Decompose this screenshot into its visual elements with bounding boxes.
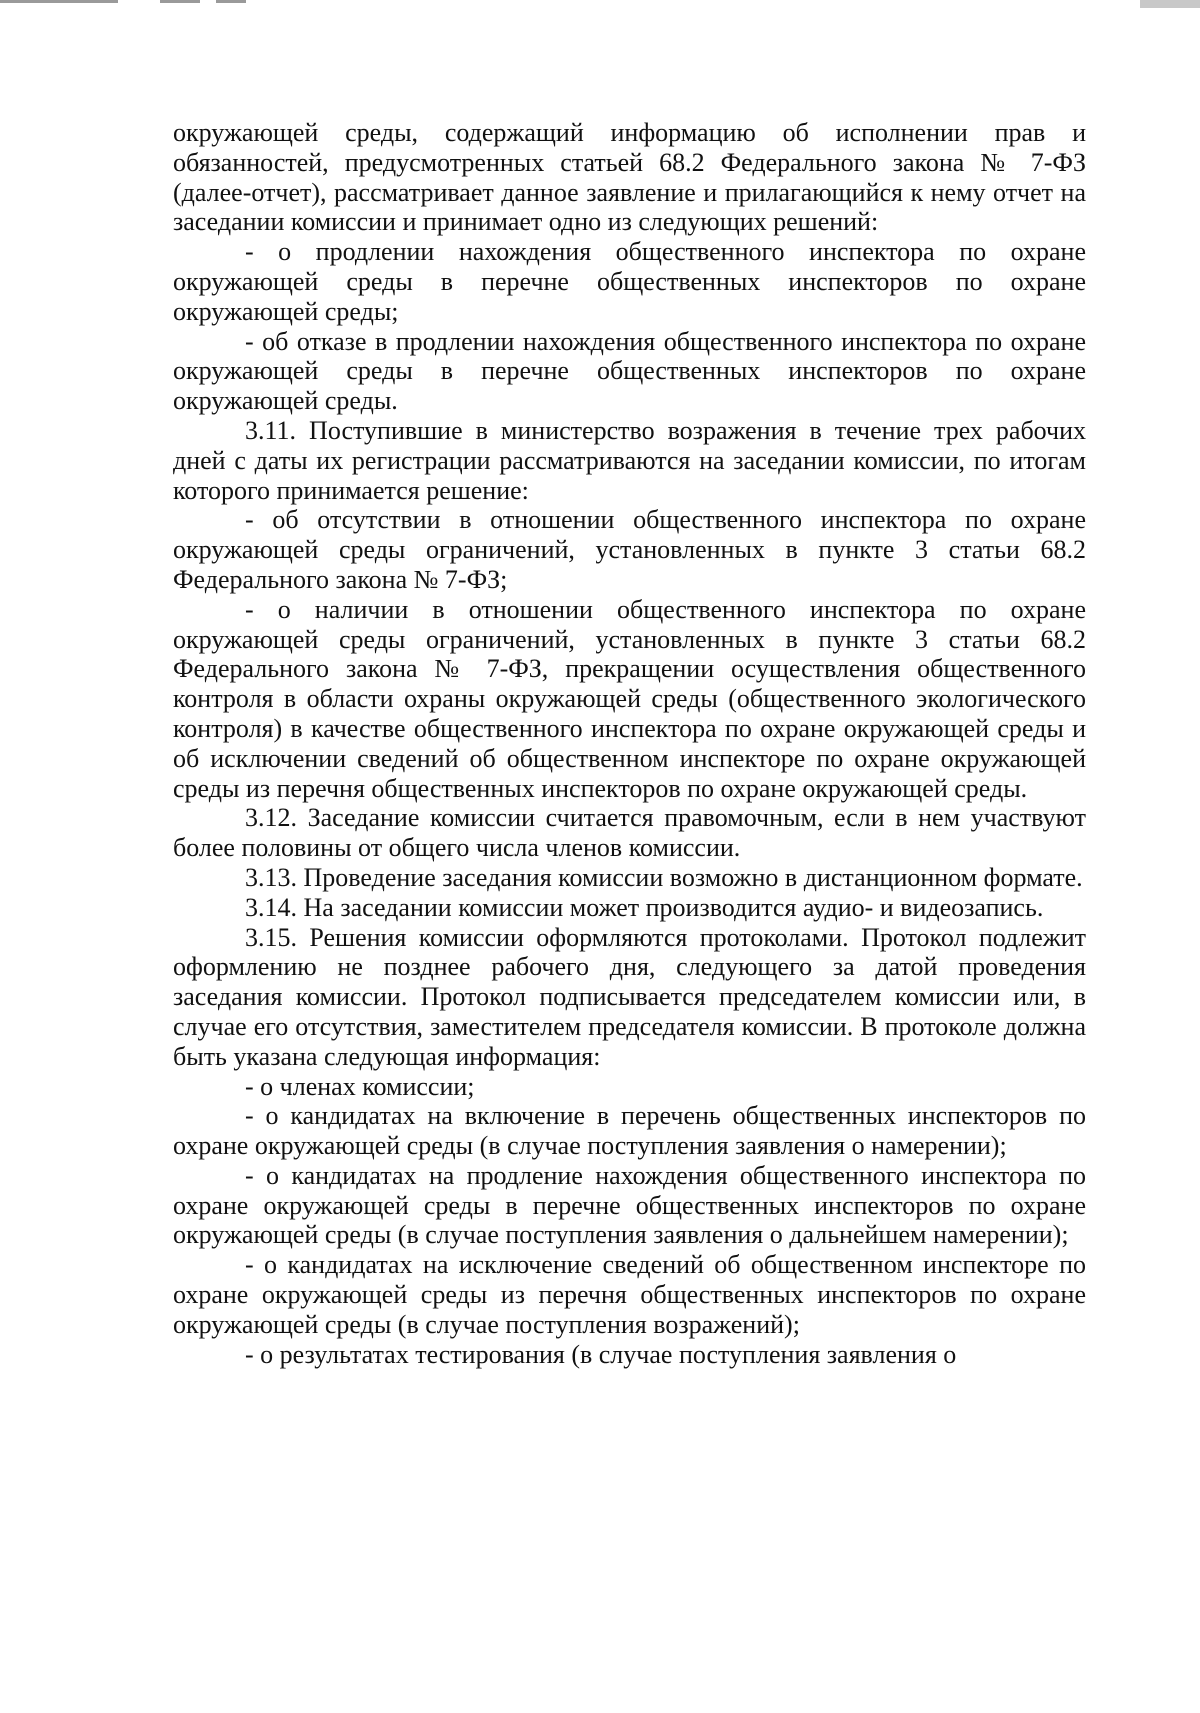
scan-edge-mark <box>160 0 200 3</box>
list-item: - о результатах тестирования (в случае поступления заявления о <box>245 1339 957 1369</box>
clause-3-13: 3.13. Проведение заседания комиссии возможно в дистанционном формате. <box>245 862 1083 892</box>
list-item: - о кандидатах на исключение сведений об общественном инспекторе по охране окружающей среды из перечня общественных инспекторов по охране окружающей среды (в случае поступления возражений); <box>173 1250 1086 1339</box>
clause-3-14: 3.14. На заседании комиссии может производится аудио- и видеозапись. <box>245 892 1044 922</box>
clause-3-11: 3.11. Поступившие в министерство возражения в течение трех рабочих дней с даты их регистрации рассматриваются на заседании комиссии, по итогам которого принимается решение: <box>173 415 1086 505</box>
list-item: - об отсутствии в отношении общественного инспектора по охране окружающей среды ограничений, установленных в пункте 3 статьи 68.2 Федерального закона № 7-ФЗ; <box>173 505 1086 594</box>
clause-3-12: 3.12. Заседание комиссии считается правомочным, если в нем участвуют более половины от общего числа членов комиссии. <box>173 803 1086 863</box>
list-item: - о членах комиссии; <box>245 1071 475 1101</box>
list-item: - о кандидатах на продление нахождения общественного инспектора по охране окружающей среды в перечне общественных инспекторов по охране окружающей среды (в случае поступления заявления о дальнейшем намерении); <box>173 1160 1086 1250</box>
document-body <box>173 118 1086 1369</box>
paragraph: окружающей среды, содержащий информацию об исполнении прав и обязанностей, предусмотренных статьей 68.2 Федерального закона № 7-ФЗ (далее-отчет), рассматривает данное заявление и прилагающийся к нему отчет на заседании комиссии и принимает одно из следующих решений: <box>173 118 1086 237</box>
scan-edge-mark <box>1140 0 1200 8</box>
scan-edge-mark <box>0 0 118 3</box>
list-item: - о наличии в отношении общественного инспектора по охране окружающей среды ограничений, установленных в пункте 3 статьи 68.2 Федерального закона № 7-ФЗ, прекращении осуществления общественного контроля в области охраны окружающей среды (общественного экологического контроля) в качестве общественного инспектора по охране окружающей среды и об исключении сведений об общественном инспекторе по охране окружающей среды из перечня общественных инспекторов по охране окружающей среды. <box>173 594 1086 803</box>
scan-edge-mark <box>216 0 246 3</box>
list-item: - о кандидатах на включение в перечень общественных инспекторов по охране окружающей среды (в случае поступления заявления о намерении); <box>173 1101 1086 1161</box>
list-item: - об отказе в продлении нахождения общественного инспектора по охране окружающей среды в перечне общественных инспекторов по охране окружающей среды. <box>173 326 1086 416</box>
list-item: - о продлении нахождения общественного инспектора по охране окружающей среды в перечне общественных инспекторов по охране окружающей среды; <box>173 237 1086 326</box>
clause-3-15: 3.15. Решения комиссии оформляются протоколами. Протокол подлежит оформлению не позднее рабочего дня, следующего за датой проведения заседания комиссии. Протокол подписывается председателем комиссии или, в случае его отсутствия, заместителем председателя комиссии. В протоколе должна быть указана следующая информация: <box>173 922 1086 1071</box>
